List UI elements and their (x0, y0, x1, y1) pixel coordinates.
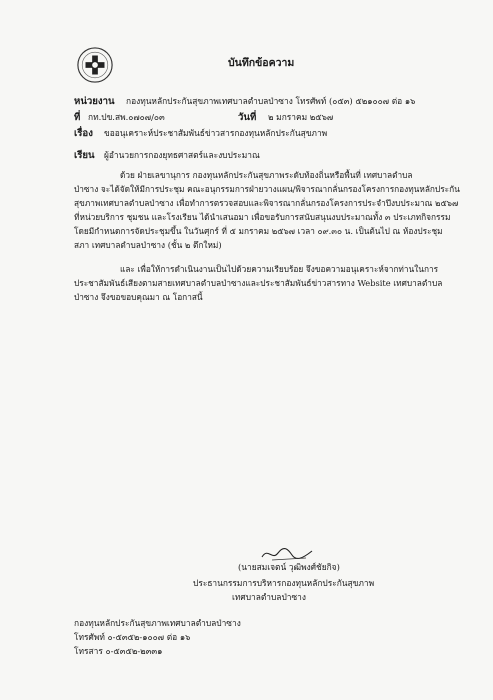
body-line: ที่หน่วยบริการ ชุมชน และโรงเรียน ได้นำเสนอมา เพื่อขอรับการสนับสนุนงบประมาณทั้ง ๓ ประเภทกิจกรรม (74, 212, 451, 222)
signer-position: ประธานกรรมการบริหารกองทุนหลักประกันสุขภาพ (193, 578, 375, 588)
date-value: ๒ มกราคม ๒๕๖๗ (268, 112, 334, 122)
body-line: สุขภาพเทศบาลตำบลป่าซาง เพื่อทำการตรวจสอบและพิจารณากลั่นกรองโครงการประจำปีงบประมาณ ๒๕๖๗ (74, 198, 459, 208)
footer-fax: โทรสาร ๐-๕๓๕๒-๒๓๓๑ (74, 646, 163, 656)
date-label: วันที่ (238, 112, 257, 123)
to-label: เรียน (74, 150, 95, 161)
signer-name: (นายสมเจตน์ วุฒิพงศ์ชัยกิจ) (238, 562, 340, 572)
body-line: โดยมีกำหนดการจัดประชุมขึ้น ในวันศุกร์ ที่ ๕ มกราคม ๒๕๖๗ เวลา ๐๙.๓๐ น. เป็นต้นไป ณ ห้องประชุม (74, 226, 443, 236)
ref-value: กท.ปข.สพ.๐๗๐๗/๐๓ (88, 112, 165, 122)
ref-label: ที่ (74, 112, 81, 123)
body-line: และ เพื่อให้การดำเนินงานเป็นไปด้วยความเรียบร้อย จึงขอความอนุเคราะห์จากท่านในการ (120, 264, 439, 274)
body-line: ด้วย ฝ่ายเลขานุการ กองทุนหลักประกันสุขภาพระดับท้องถิ่นหรือพื้นที่ เทศบาลตำบล (120, 170, 413, 180)
agency-label: หน่วยงาน (74, 96, 115, 107)
body-line: ประชาสัมพันธ์เสียงตามสายเทศบาลตำบลป่าซางและประชาสัมพันธ์ข่าวสารทาง Website เทศบาลตำบล (74, 278, 443, 288)
body-line: ป่าซาง จะได้จัดให้มีการประชุม คณะอนุกรรมการฝ่ายวางแผน/พิจารณากลั่นกรองโครงการกองทุนหลักประกัน (74, 184, 460, 194)
body-line: สภา เทศบาลตำบลป่าซาง (ชั้น ๒ ตึกใหม่) (74, 240, 222, 250)
memo-title: บันทึกข้อความ (228, 57, 295, 69)
subject-value: ขออนุเคราะห์ประชาสัมพันธ์ข่าวสารกองทุนหลักประกันสุขภาพ (104, 128, 328, 138)
to-value: ผู้อำนวยการกองยุทธศาสตร์และงบประมาณ (104, 150, 260, 160)
agency-value: กองทุนหลักประกันสุขภาพเทศบาลตำบลป่าซาง โทรศัพท์ (๐๕๓) ๕๒๑๐๐๗ ต่อ ๑๖ (126, 96, 416, 106)
footer-phone: โทรศัพท์ ๐-๕๓๕๒-๑๐๐๗ ต่อ ๑๖ (74, 632, 191, 642)
fund-logo-icon (76, 46, 114, 84)
signer-organization: เทศบาลตำบลป่าซาง (232, 592, 306, 602)
footer-agency: กองทุนหลักประกันสุขภาพเทศบาลตำบลป่าซาง (74, 618, 241, 628)
subject-label: เรื่อง (74, 128, 93, 139)
body-line: ป่าซาง จึงขอขอบคุณมา ณ โอกาสนี้ (74, 292, 203, 302)
